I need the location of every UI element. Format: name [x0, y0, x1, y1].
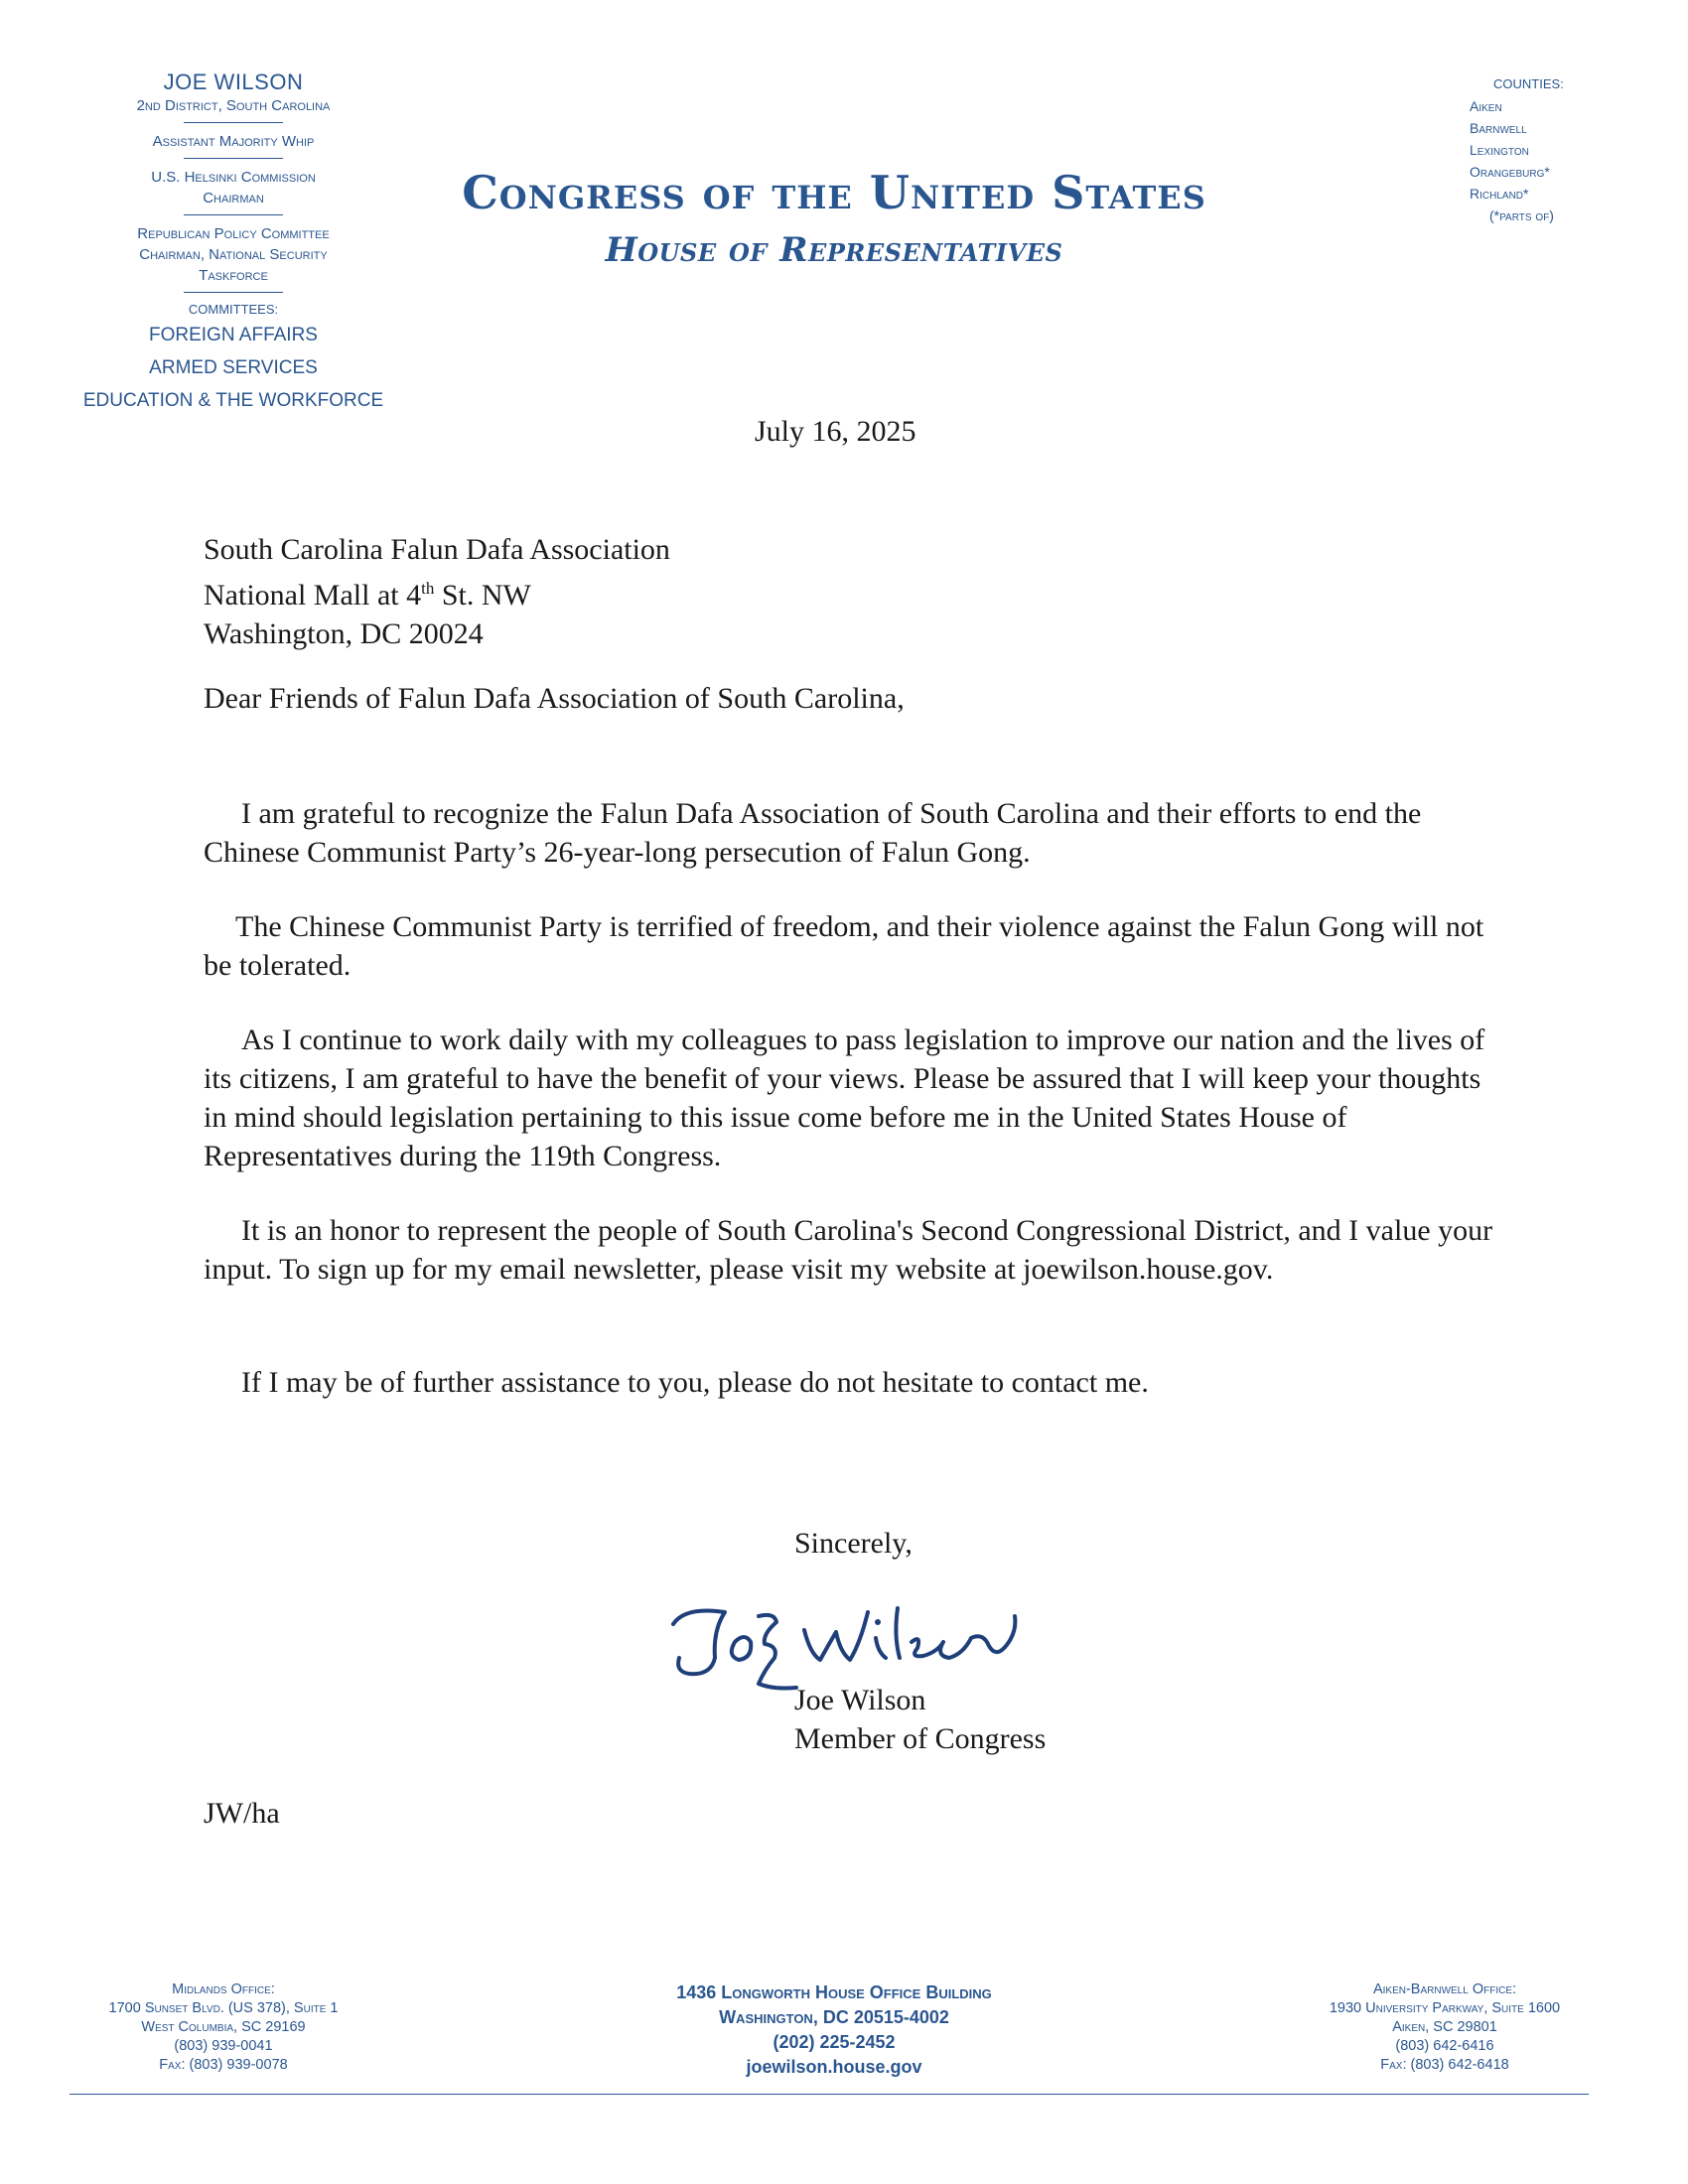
office-line: Aiken-Barnwell Office:	[1372, 1981, 1517, 1997]
recipient-line	[204, 569, 670, 614]
county-item: Lexington	[1470, 142, 1529, 158]
recipient-street-post: St. NW	[434, 579, 531, 612]
member-role-whip: Assistant Majority Whip	[152, 133, 315, 150]
office-line: 1436 Longworth House Office Building	[676, 1982, 992, 2002]
house-title: House of Representatives	[605, 230, 1063, 270]
aiken-barnwell-office	[1281, 1980, 1609, 2075]
office-line: 1930 University Parkway, Suite 1600	[1329, 2000, 1561, 2016]
office-line: Fax: (803) 939-0078	[159, 2057, 288, 2073]
midlands-office	[65, 1980, 382, 2075]
county-item: Orangeburg*	[1470, 164, 1550, 180]
county-item: Richland*	[1470, 186, 1529, 202]
committee-item: FOREIGN AFFAIRS	[149, 325, 318, 345]
recipient-address	[204, 530, 670, 653]
typist-initials: JW/ha	[204, 1797, 280, 1830]
member-district: 2nd District, South Carolina	[136, 97, 331, 114]
signer-name: Joe Wilson	[794, 1684, 926, 1716]
member-role-rpc-1: Republican Policy Committee	[137, 225, 330, 242]
member-role-rpc-2: Chairman, National Security	[139, 246, 328, 263]
recipient-line: South Carolina Falun Dafa Association	[204, 533, 670, 566]
body-paragraph: The Chinese Communist Party is terrified of freedom, and their violence against the Falun Gong will not be tolerated.	[204, 910, 1484, 982]
member-role-helsinki-2: Chairman	[203, 190, 264, 206]
office-website: joewilson.house.gov	[746, 2057, 922, 2077]
office-line: (803) 642-6416	[1395, 2038, 1494, 2054]
divider	[184, 292, 283, 293]
office-line: (803) 939-0041	[174, 2038, 273, 2054]
county-item: Aiken	[1470, 98, 1502, 114]
washington-office	[556, 1980, 1112, 2080]
body-paragraph: If I may be of further assistance to you, please do not hesitate to contact me.	[241, 1366, 1149, 1399]
body-paragraph: I am grateful to recognize the Falun Dafa Association of South Carolina and their efforts to end the Chinese Communist Party’s 26-year-long persecution of Falun Gong.	[204, 797, 1422, 869]
salutation: Dear Friends of Falun Dafa Association of South Carolina,	[204, 682, 905, 715]
office-line: Aiken, SC 29801	[1392, 2019, 1497, 2035]
recipient-street-pre: National Mall at 4	[204, 579, 422, 612]
office-line: 1700 Sunset Blvd. (US 378), Suite 1	[108, 2000, 339, 2016]
recipient-line: Washington, DC 20024	[204, 617, 484, 650]
member-info-column	[70, 69, 397, 417]
office-line: Washington, DC 20515-4002	[719, 2007, 949, 2027]
member-role-helsinki-1: U.S. Helsinki Commission	[151, 169, 316, 186]
letter-date: July 16, 2025	[755, 415, 916, 448]
counties-column	[1470, 73, 1628, 226]
letterhead-title	[437, 167, 1231, 270]
office-line: Midlands Office:	[172, 1981, 275, 1997]
congress-title: Congress of the United States	[462, 166, 1206, 219]
office-line: (202) 225-2452	[773, 2032, 896, 2052]
divider	[184, 122, 283, 123]
member-name: JOE WILSON	[163, 69, 304, 94]
counties-note: (*parts of)	[1489, 207, 1554, 223]
office-line: West Columbia, SC 29169	[141, 2019, 306, 2035]
counties-label: COUNTIES:	[1493, 76, 1564, 91]
office-line: Fax: (803) 642-6418	[1380, 2057, 1509, 2073]
body-paragraph: It is an honor to represent the people of South Carolina's Second Congressional District, and I value your input. To sign up for my email newsletter, please visit my website at joewilson.house.gov.	[204, 1214, 1493, 1286]
committee-item: EDUCATION & THE WORKFORCE	[82, 390, 384, 411]
signer-block	[794, 1681, 1046, 1758]
recipient-street-sup: th	[421, 579, 435, 598]
closing: Sincerely,	[794, 1527, 913, 1560]
member-role-rpc-3: Taskforce	[199, 267, 268, 284]
body-paragraph: As I continue to work daily with my colleagues to pass legislation to improve our nation and the lives of its citizens, I am grateful to have the benefit of your views. Please be assured that I will keep your thoughts in mind should legislation pertaining to this issue come before me in the United States House of Representatives during the 119th Congress.	[204, 1024, 1485, 1172]
committee-item: ARMED SERVICES	[149, 357, 318, 378]
county-item: Barnwell	[1470, 120, 1527, 136]
divider	[184, 214, 283, 215]
signer-title: Member of Congress	[794, 1722, 1047, 1755]
divider	[184, 158, 283, 159]
committees-label: COMMITTEES:	[188, 302, 279, 317]
footer-divider	[70, 2094, 1589, 2095]
